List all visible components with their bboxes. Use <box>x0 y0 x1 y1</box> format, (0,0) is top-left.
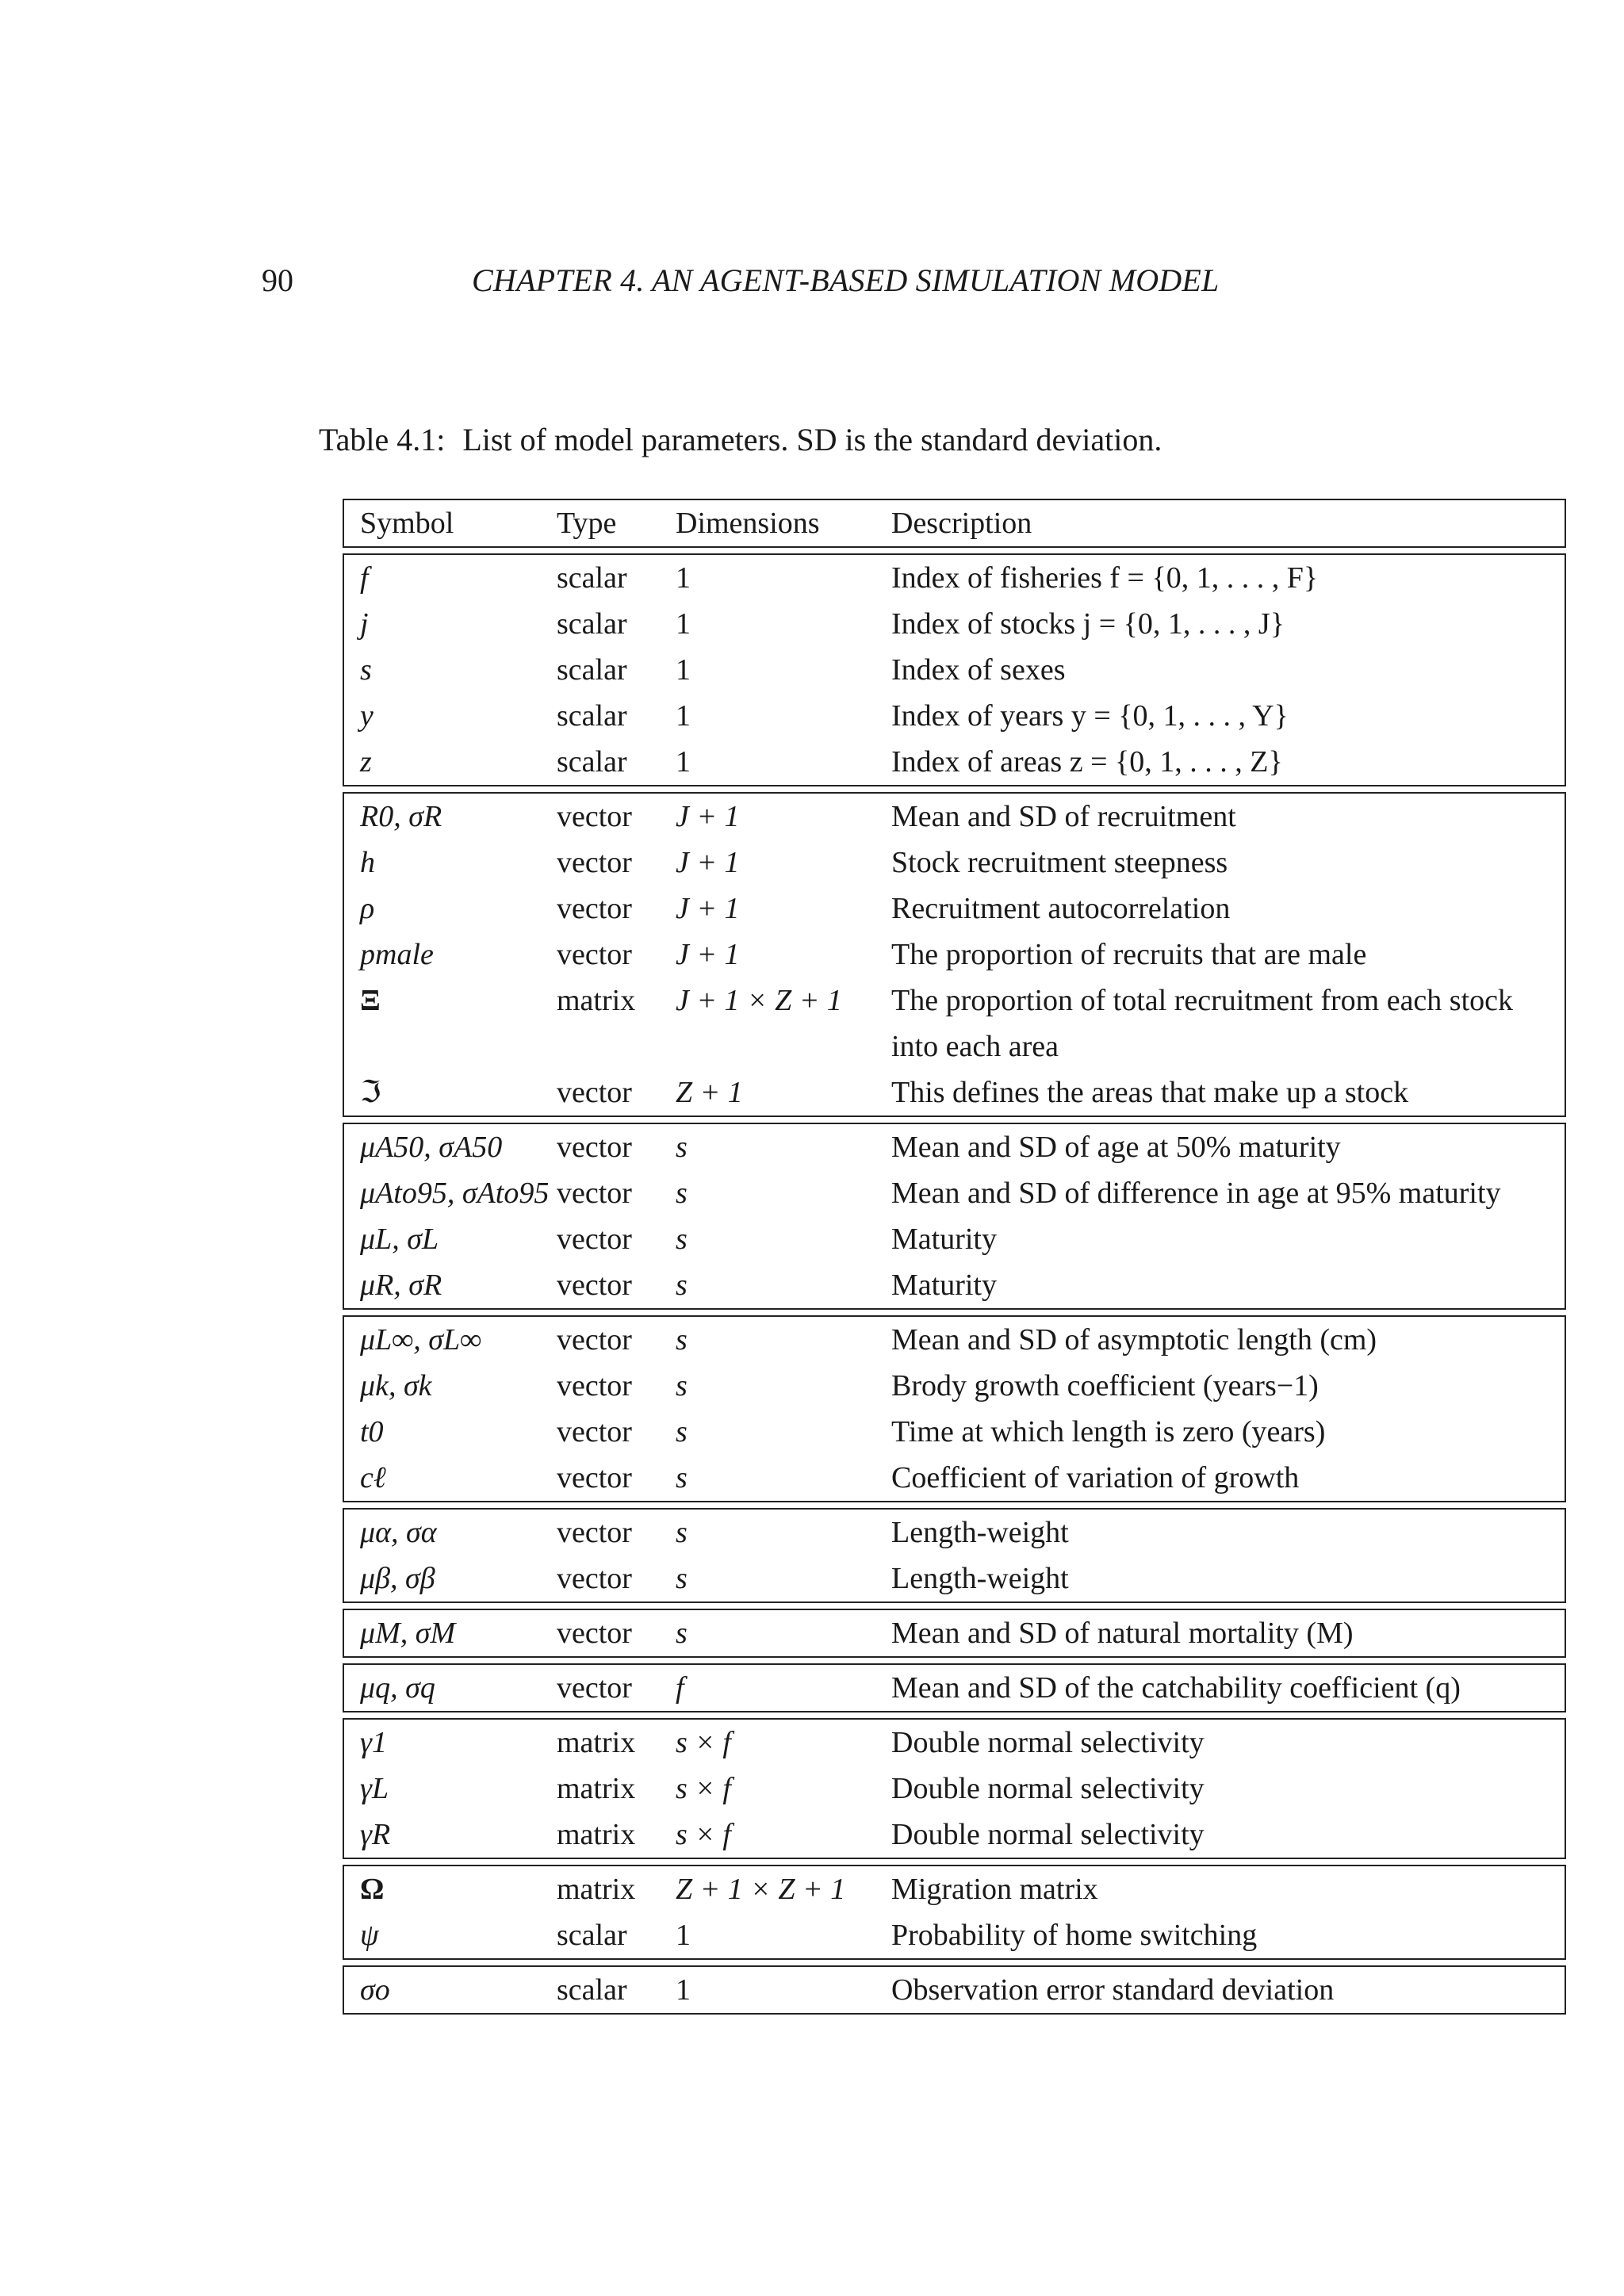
table-row <box>344 693 1565 739</box>
table-caption <box>319 421 1162 459</box>
table-group-recruitment <box>343 792 1566 1117</box>
table-row <box>344 1262 1565 1308</box>
table-row <box>344 601 1565 647</box>
row-type: scalar <box>557 699 627 733</box>
table-header <box>343 499 1566 548</box>
row-symbol: cℓ <box>360 1461 386 1494</box>
row-symbol: ℑ <box>360 1076 381 1109</box>
row-dimensions: s <box>676 1323 688 1357</box>
row-description: Double normal selectivity <box>891 1726 1205 1759</box>
table-group-catchability <box>343 1663 1566 1712</box>
row-symbol: j <box>360 607 369 641</box>
row-dimensions: 1 <box>676 607 691 641</box>
row-description: Mean and SD of the catchability coefficient (q) <box>891 1671 1461 1705</box>
row-type: scalar <box>557 561 627 595</box>
row-description: Length-weight <box>891 1562 1069 1595</box>
row-type: scalar <box>557 1973 627 2007</box>
row-type: vector <box>557 1562 632 1595</box>
row-symbol: Ξ <box>360 984 381 1017</box>
row-symbol: μβ, σβ <box>360 1562 435 1595</box>
row-symbol: ψ <box>360 1919 379 1952</box>
header-type: Type <box>557 507 617 540</box>
row-dimensions: s × f <box>676 1726 731 1759</box>
table-row <box>344 647 1565 693</box>
row-dimensions: s <box>676 1369 688 1402</box>
row-description: Double normal selectivity <box>891 1772 1205 1805</box>
row-symbol: s <box>360 653 372 687</box>
row-dimensions: J + 1 <box>676 800 740 833</box>
row-type: vector <box>557 1461 632 1494</box>
row-symbol: pmale <box>360 938 434 971</box>
row-description: Brody growth coefficient (years−1) <box>891 1369 1319 1402</box>
row-symbol: μL, σL <box>360 1223 439 1256</box>
table-row <box>344 1866 1565 1912</box>
table-row <box>344 1409 1565 1455</box>
table-row <box>344 1812 1565 1858</box>
running-head: CHAPTER 4. AN AGENT-BASED SIMULATION MODEL <box>472 262 1220 298</box>
row-dimensions: s <box>676 1131 688 1164</box>
row-type: vector <box>557 892 632 925</box>
row-description: Observation error standard deviation <box>891 1973 1335 2007</box>
table-number: Table 4.1: <box>319 422 446 457</box>
row-dimensions: 1 <box>676 561 691 595</box>
row-dimensions: s <box>676 1269 688 1302</box>
row-dimensions: Z + 1 <box>676 1076 743 1109</box>
row-dimensions: J + 1 × Z + 1 <box>676 984 842 1017</box>
row-dimensions: s <box>676 1516 688 1549</box>
row-dimensions: 1 <box>676 1919 691 1952</box>
row-symbol: μk, σk <box>360 1369 432 1402</box>
row-dimensions: s <box>676 1617 688 1650</box>
row-dimensions: f <box>676 1671 684 1705</box>
row-dimensions: 1 <box>676 699 691 733</box>
table-row <box>344 794 1565 840</box>
row-symbol: γ1 <box>360 1726 387 1759</box>
table-row <box>344 739 1565 785</box>
table-row <box>344 840 1565 886</box>
table-row <box>344 1317 1565 1363</box>
table-group-growth <box>343 1315 1566 1502</box>
table-row <box>344 1766 1565 1812</box>
row-dimensions: 1 <box>676 745 691 779</box>
table-group-maturity <box>343 1123 1566 1310</box>
row-symbol: R0, σR <box>360 800 442 833</box>
header-dimensions: Dimensions <box>676 507 820 540</box>
row-type: vector <box>557 1671 632 1705</box>
row-type: scalar <box>557 653 627 687</box>
row-symbol: μM, σM <box>360 1617 456 1650</box>
row-type: vector <box>557 1617 632 1650</box>
row-type: vector <box>557 1076 632 1109</box>
row-description: This defines the areas that make up a stock <box>891 1076 1409 1109</box>
parameter-table <box>343 499 1566 2020</box>
row-description: Coefficient of variation of growth <box>891 1461 1300 1494</box>
row-type: scalar <box>557 607 627 641</box>
row-type: vector <box>557 800 632 833</box>
header-symbol: Symbol <box>360 507 454 540</box>
row-description: Probability of home switching <box>891 1919 1258 1952</box>
table-row <box>344 1216 1565 1262</box>
table-header-row <box>344 500 1565 546</box>
row-description: Recruitment autocorrelation <box>891 892 1231 925</box>
table-row <box>344 978 1565 1070</box>
table-row <box>344 1665 1565 1711</box>
table-group-indices <box>343 553 1566 786</box>
row-type: vector <box>557 1516 632 1549</box>
row-description: Mean and SD of difference in age at 95% maturity <box>891 1177 1501 1210</box>
row-dimensions: s × f <box>676 1772 731 1805</box>
row-symbol: μα, σα <box>360 1516 437 1549</box>
row-description: Index of areas z = {0, 1, . . . , Z} <box>891 745 1283 779</box>
row-description: Index of stocks j = {0, 1, . . . , J} <box>891 607 1285 641</box>
row-description: Length-weight <box>891 1516 1069 1549</box>
row-type: scalar <box>557 1919 627 1952</box>
row-type: vector <box>557 846 632 879</box>
row-dimensions: J + 1 <box>676 846 740 879</box>
row-symbol: γR <box>360 1818 391 1851</box>
row-type: vector <box>557 1323 632 1357</box>
table-group-mortality <box>343 1609 1566 1658</box>
row-type: matrix <box>557 1726 636 1759</box>
row-dimensions: J + 1 <box>676 892 740 925</box>
row-symbol: σo <box>360 1973 390 2007</box>
row-type: vector <box>557 1369 632 1402</box>
table-row <box>344 1510 1565 1556</box>
row-dimensions: s <box>676 1223 688 1256</box>
table-group-length-weight <box>343 1508 1566 1603</box>
table-group-migration <box>343 1865 1566 1960</box>
row-type: matrix <box>557 1873 636 1906</box>
table-row <box>344 1455 1565 1501</box>
table-group-selectivity <box>343 1718 1566 1859</box>
row-description: Stock recruitment steepness <box>891 846 1228 879</box>
row-symbol: γL <box>360 1772 389 1805</box>
row-dimensions: s <box>676 1461 688 1494</box>
table-row <box>344 1556 1565 1601</box>
table-row <box>344 555 1565 601</box>
row-symbol: Ω <box>360 1873 385 1906</box>
table-group-observation <box>343 1965 1566 2015</box>
row-type: vector <box>557 1223 632 1256</box>
row-type: vector <box>557 1177 632 1210</box>
table-caption-text: List of model parameters. SD is the standard deviation. <box>462 422 1162 457</box>
table-row <box>344 1170 1565 1216</box>
page-number: 90 <box>262 262 293 298</box>
row-dimensions: 1 <box>676 653 691 687</box>
row-symbol: y <box>360 699 373 733</box>
row-symbol: μL∞, σL∞ <box>360 1323 482 1357</box>
row-symbol: z <box>360 745 372 779</box>
row-description: Index of fisheries f = {0, 1, . . . , F} <box>891 561 1319 595</box>
row-symbol: t0 <box>360 1415 384 1448</box>
table-row <box>344 1967 1565 2013</box>
row-description: Time at which length is zero (years) <box>891 1415 1326 1448</box>
row-description: Double normal selectivity <box>891 1818 1205 1851</box>
row-description: The proportion of total recruitment from each stock into each area <box>891 984 1514 1063</box>
row-symbol: μA50, σA50 <box>360 1131 503 1164</box>
table-row <box>344 886 1565 932</box>
row-type: vector <box>557 1131 632 1164</box>
row-symbol: μR, σR <box>360 1269 442 1302</box>
row-description: Mean and SD of natural mortality (M) <box>891 1617 1354 1650</box>
header-description: Description <box>891 507 1032 540</box>
row-description: Index of sexes <box>891 653 1066 687</box>
row-description: Mean and SD of recruitment <box>891 800 1236 833</box>
row-type: matrix <box>557 1772 636 1805</box>
table-row <box>344 1720 1565 1766</box>
table-row <box>344 1912 1565 1958</box>
row-dimensions: J + 1 <box>676 938 740 971</box>
row-symbol: ρ <box>360 892 375 925</box>
row-symbol: μq, σq <box>360 1671 435 1705</box>
row-description: Mean and SD of age at 50% maturity <box>891 1131 1341 1164</box>
row-type: matrix <box>557 1818 636 1851</box>
row-dimensions: s × f <box>676 1818 731 1851</box>
row-dimensions: s <box>676 1562 688 1595</box>
row-description: Index of years y = {0, 1, . . . , Y} <box>891 699 1289 733</box>
row-symbol: μAto95, σAto95 <box>360 1177 550 1210</box>
row-dimensions: s <box>676 1177 688 1210</box>
row-description: The proportion of recruits that are male <box>891 938 1367 971</box>
row-type: vector <box>557 1415 632 1448</box>
row-symbol: h <box>360 846 375 879</box>
row-dimensions: s <box>676 1415 688 1448</box>
row-symbol: f <box>360 561 369 595</box>
row-dimensions: 1 <box>676 1973 691 2007</box>
row-type: scalar <box>557 745 627 779</box>
row-type: matrix <box>557 984 636 1017</box>
row-type: vector <box>557 938 632 971</box>
row-type: vector <box>557 1269 632 1302</box>
table-row <box>344 1610 1565 1656</box>
table-row <box>344 932 1565 978</box>
row-dimensions: Z + 1 × Z + 1 <box>676 1873 846 1906</box>
row-description: Maturity <box>891 1223 997 1256</box>
table-row <box>344 1070 1565 1115</box>
row-description: Maturity <box>891 1269 997 1302</box>
table-row <box>344 1124 1565 1170</box>
table-row <box>344 1363 1565 1409</box>
row-description: Migration matrix <box>891 1873 1098 1906</box>
row-description: Mean and SD of asymptotic length (cm) <box>891 1323 1377 1357</box>
